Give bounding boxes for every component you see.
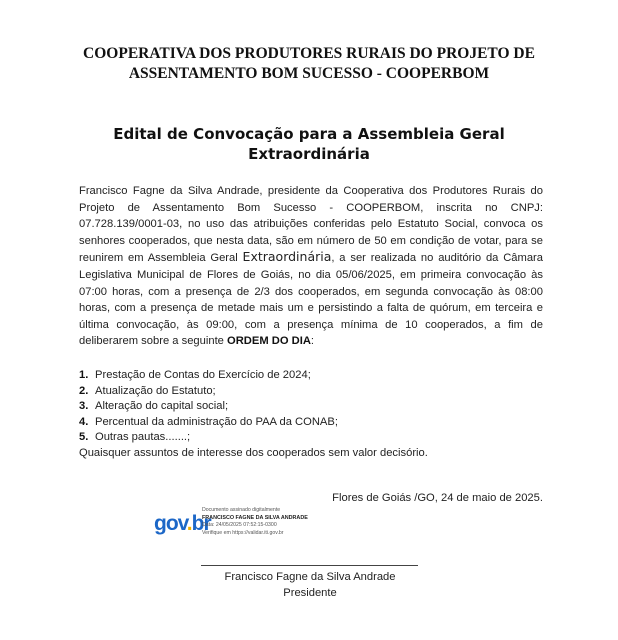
place-and-date: Flores de Goiás /GO, 24 de maio de 2025. — [332, 492, 543, 504]
signature-caption: Documento assinado digitalmente — [202, 507, 281, 513]
agenda-item-text: Percentual da administração do PAA da CONAB; — [95, 415, 338, 428]
agenda-item — [79, 415, 519, 431]
signatory-name: Francisco Fagne da Silva Andrade — [224, 571, 396, 583]
paragraph-text-2: , a ser realizada no auditório da Câmara Legislativa Municipal de Flores de Goiás, no dia 05/06/2025, em primeira convocação às 07:00 horas, com a presença de 2/3 dos cooperados, em segunda convocação às 08:00 horas, com a presença de metade mais um e persistindo a falta de quórum, em terceira e última convocação, às 09:00, com a presença mínima de 10 cooperados, a fim de deliberarem sobre a seguinte — [79, 252, 543, 348]
signature-line — [201, 565, 418, 566]
document-title: Edital de Convocação para a Assembleia Geral Extraordinária — [113, 125, 505, 163]
organization-header: COOPERATIVA DOS PRODUTORES RURAIS DO PROJETO DE ASSENTAMENTO BOM SUCESSO - COOPERBOM — [83, 45, 535, 82]
agenda-item-text: Prestação de Contas do Exercício de 2024; — [95, 369, 311, 381]
agenda-note: Quaisquer assuntos de interesse dos cooperados sem valor decisório. — [79, 446, 428, 459]
agenda-item-number: 2. — [79, 384, 89, 397]
govbr-logo: gov.br — [154, 512, 211, 535]
agenda-item — [79, 430, 519, 446]
agenda-item-text: Outras pautas.......; — [95, 431, 191, 444]
agenda-item-number: 1. — [79, 369, 89, 381]
paragraph-text-1: Francisco Fagne da Silva Andrade, presidente da Cooperativa dos Produtores Rurais do Projeto de Assentamento Bom Sucesso - COOPERBOM, inscrita no CNPJ: 07.728.139/0001-03, no uso das atribuições conferidas pelo Estatuto Social, convoca os senhores cooperados, que nesta data, são em número de 50 em condição de votar, para se reunirem em Assembleia Geral — [79, 185, 543, 265]
agenda-item-number: 4. — [79, 415, 89, 428]
signature-date: Data: 24/05/2025 07:52:15-0300 — [202, 522, 277, 529]
digital-signature-stamp — [202, 507, 308, 537]
paragraph-emphasis: Extraordinária — [242, 249, 332, 265]
agenda-item-number: 5. — [79, 431, 89, 444]
signatory-block — [160, 569, 460, 601]
agenda-item-number: 3. — [79, 400, 89, 413]
agenda-item — [79, 384, 519, 400]
paragraph-end: : — [310, 335, 315, 348]
signature-signer: FRANCISCO FAGNE DA SILVA ANDRADE — [202, 514, 308, 521]
signatory-role: Presidente — [283, 587, 337, 599]
agenda-item-text: Atualização do Estatuto; — [95, 384, 216, 397]
convocation-paragraph — [79, 183, 543, 350]
agenda-item-text: Alteração do capital social; — [95, 400, 229, 413]
agenda-item — [79, 399, 519, 415]
agenda-heading: ORDEM DO DIA — [227, 335, 311, 348]
signature-verify-link[interactable]: Verifique em https://validar.iti.gov.br — [202, 529, 284, 536]
agenda-list — [79, 368, 519, 462]
agenda-item — [79, 368, 519, 384]
